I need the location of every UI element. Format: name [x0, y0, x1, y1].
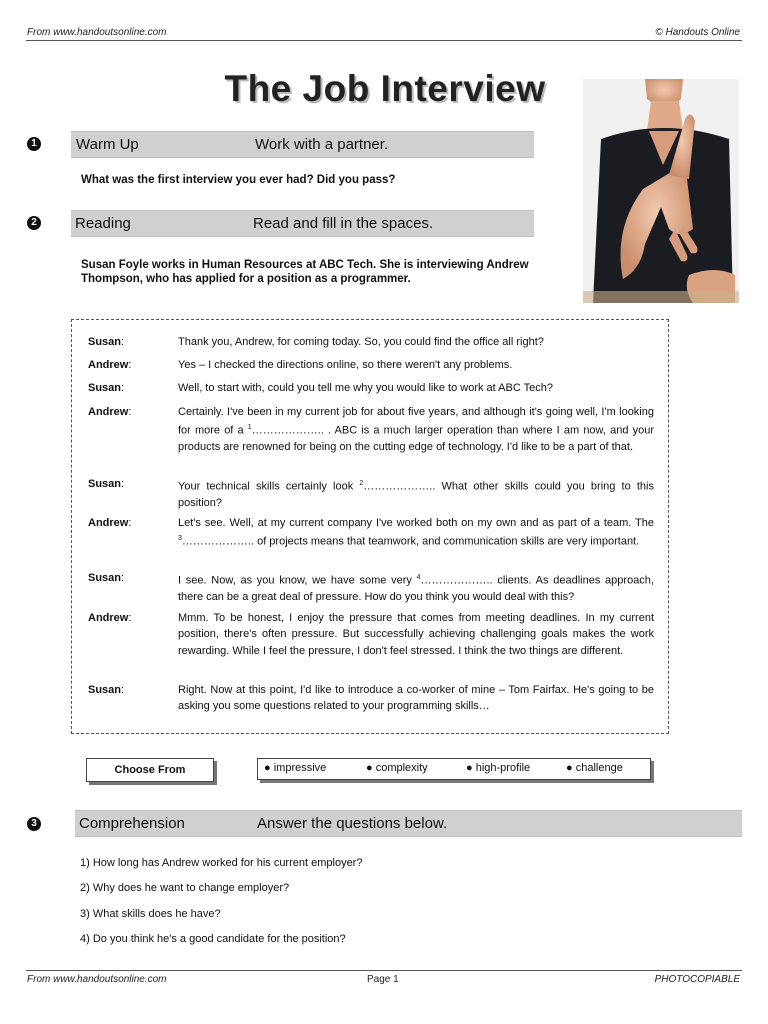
word-bank: [257, 758, 651, 780]
dialogue-text: I see. Now, as you know, we have some very $^4$……………….. clients. As deadlines approach, there can be a great deal of pressure. How do you think you would deal with this?: [178, 574, 654, 604]
question-item: 1) How long has Andrew worked for his current employer?: [80, 857, 363, 869]
dialogue-text: Mmm. To be honest, I enjoy the pressure that comes from meeting deadlines. In my current position, there's often pressure. But successfully achieving challenging goals makes the work rewarding. While I feel the pressure, I don't feel stressed. I think the two things are different.: [178, 612, 654, 657]
section-number-3: 3: [27, 817, 41, 831]
speaker-name: Susan: [88, 572, 122, 584]
speaker-name: Susan: [88, 382, 122, 394]
question-item: 4) Do you think he's a good candidate for the position?: [80, 933, 346, 945]
bullet-icon: ●: [466, 762, 473, 774]
gap-number: 4: [416, 574, 421, 581]
question-item: 2) Why does he want to change employer?: [80, 882, 290, 894]
speaker-name: Andrew: [88, 612, 129, 624]
dialogue-text: Let's see. Well, at my current company I've worked both on my own and as part of a team. The $^3$……………….. of projects means that teamwork, and communication skills are very important.: [178, 517, 654, 549]
speaker-name: Susan: [88, 684, 122, 696]
header-copyright: © Handouts Online: [655, 27, 740, 38]
section-bar-comprehension: [75, 810, 742, 837]
section-instruction: Work with a partner.: [255, 136, 389, 153]
section-bar-warm-up: [71, 131, 534, 158]
warmup-question: What was the first interview you ever had? Did you pass?: [81, 174, 396, 186]
gap-number: 2: [359, 480, 364, 487]
choose-from-label: Choose From: [86, 758, 214, 782]
speaker-name: Susan: [88, 478, 122, 490]
footer-source: From www.handoutsonline.com: [27, 974, 167, 985]
bullet-icon: ●: [566, 762, 573, 774]
gap-number: 1: [247, 424, 252, 432]
gap-number: 3: [178, 535, 182, 543]
footer-rule: [26, 970, 742, 971]
page-title: The Job Interview: [224, 68, 546, 109]
word-bank-item: ● complexity: [366, 762, 428, 774]
header-source: From www.handoutsonline.com: [27, 27, 167, 38]
dialogue-text: Yes – I checked the directions online, so there weren't any problems.: [178, 359, 513, 371]
word-bank-item: ● high-profile: [466, 762, 531, 774]
section-instruction: Answer the questions below.: [257, 815, 448, 832]
dialogue-text: Right. Now at this point, I'd like to introduce a co-worker of mine – Tom Fairfax. He's going to be asking you some questions related to your programming skills…: [178, 684, 654, 713]
speaker-name: Susan: [88, 336, 122, 348]
question-item: 3) What skills does he have?: [80, 908, 221, 920]
section-number-2: 2: [27, 216, 41, 230]
dialogue-text: Thank you, Andrew, for coming today. So, you could find the office all right?: [178, 336, 544, 348]
header-rule: [26, 40, 742, 41]
section-number-1: 1: [27, 137, 41, 151]
section-name: Comprehension: [79, 815, 185, 832]
speaker-name: Andrew: [88, 517, 129, 529]
bullet-icon: ●: [264, 762, 271, 774]
reading-intro: Susan Foyle works in Human Resources at ABC Tech. She is interviewing Andrew Thompson, who has applied for a position as a programmer.: [81, 259, 529, 285]
speaker-name: Andrew: [88, 359, 129, 371]
section-bar-reading: [71, 210, 534, 237]
word-bank-item: ● impressive: [264, 762, 327, 774]
dialogue-box: Susan: Thank you, Andrew, for coming today. So, you could find the office all right? Andrew: Yes – I checked the directions online, so there weren't any problems. Susan: Well, to start with, could you tell me why you would like to work at ABC Tech? Andrew: Certainly. I've been in my current job for about five years, and although it's going well, I'm looking for more of a $^1$……………….. . ABC is a much larger operation than where I am now, and your products are renowned for being on the cutting edge of technology. I'd like to be a part of that. Susan: Your technical skills certainly look $^2$……………….. What other skills could you bring to this position? Andrew: Let's see. Well, at my current company I've worked both on my own and as part of a team. The $^3$……………….. of projects means that teamwork, and communication skills are very important. Susan: I see. Now, as you know, we have some very $^4$……………….. clients. As deadlines approach, there can be a great deal of pressure. How do you think you would deal with this? Andrew: Mmm. To be honest, I enjoy the pressure that comes from meeting deadlines. In my current position, there's often pressure. But successfully achieving challenging goals makes the work rewarding. While I feel the pressure, I don't feel stressed. I think the two things are different. Susan: Right. Now at this point, I'd like to introduce a co-worker of mine – Tom Fairfax. He's going to be asking you some questions related to your programming skills…: [71, 319, 669, 734]
dialogue-text: Certainly. I've been in my current job for about five years, and although it's going well, I'm looking for more of a $^1$……………….. . ABC is a much larger operation than where I am now, and your products are renowned for being on the cutting edge of technology. I'd like to be a part of that.: [178, 406, 654, 454]
word-bank-item: ● challenge: [566, 762, 623, 774]
footer-page-number: Page 1: [367, 974, 399, 985]
section-name: Reading: [75, 215, 131, 232]
section-instruction: Read and fill in the spaces.: [253, 215, 434, 232]
dialogue-text: Well, to start with, could you tell me why you would like to work at ABC Tech?: [178, 382, 553, 394]
bullet-icon: ●: [366, 762, 373, 774]
section-name: Warm Up: [76, 136, 139, 153]
handshake-photo: [583, 79, 739, 303]
speaker-name: Andrew: [88, 406, 129, 418]
dialogue-text: Your technical skills certainly look $^2$……………….. What other skills could you bring to this position?: [178, 480, 654, 510]
footer-photocopiable: PHOTOCOPIABLE: [654, 974, 740, 985]
